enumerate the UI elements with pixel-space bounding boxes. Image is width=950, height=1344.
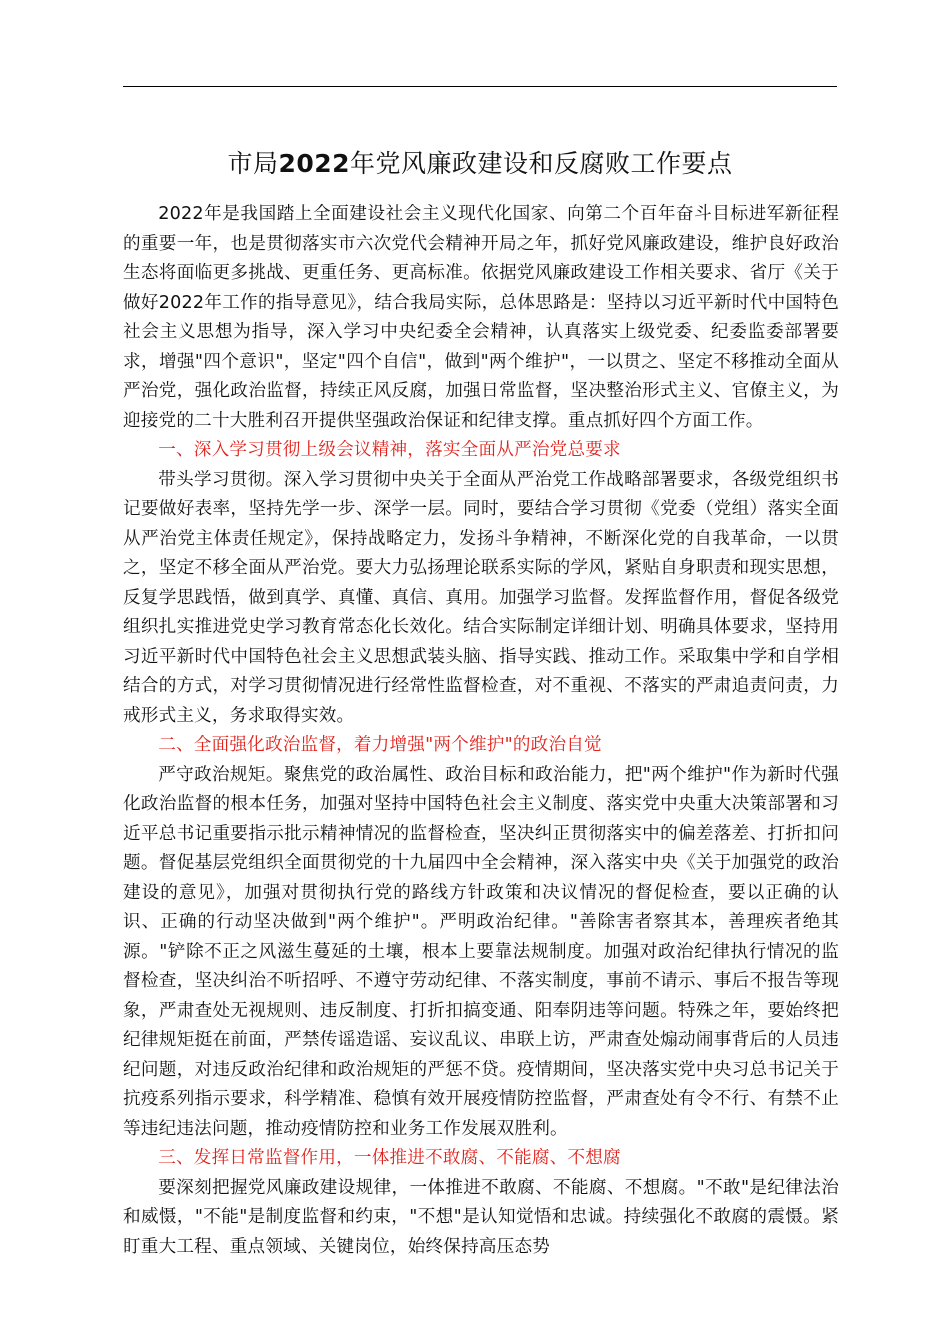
intro-paragraph: 2022年是我国踏上全面建设社会主义现代化国家、向第二个百年奋斗目标进军新征程的重要一年，也是贯彻落实市六次党代会精神开局之年，抓好党风廉政建设，维护良好政治生态将面临更多挑战、更重任务、更高标准。依据党风廉政建设工作相关要求、省厅《关于做好2022年工作的指导意见》，结合我局实际，总体思路是：坚持以习近平新时代中国特色社会主义思想为指导，深入学习中央纪委全会精神，认真落实上级党委、纪委监委部署要求，增强"四个意识"，坚定"四个自信"，做到"两个维护"，一以贯之、坚定不移推动全面从严治党，强化政治监督，持续正风反腐，加强日常监督，坚决整治形式主义、官僚主义，为迎接党的二十大胜利召开提供坚强政治保证和纪律支撑。重点抓好四个方面工作。 (123, 204, 839, 431)
section-3-heading: 三、发挥日常监督作用，一体推进不敢腐、不能腐、不想腐 (158, 1148, 621, 1168)
page-title (123, 146, 837, 182)
header-rule (123, 86, 837, 87)
title-suffix: 年党风廉政建设和反腐败工作要点 (350, 149, 733, 178)
section-2-heading: 二、全面强化政治监督，着力增强"两个维护"的政治自觉 (158, 735, 602, 755)
section-1-heading: 一、深入学习贯彻上级会议精神，落实全面从严治党总要求 (158, 440, 621, 460)
document-body (123, 200, 839, 1262)
title-prefix: 市局 (227, 149, 279, 178)
section-3-body: 要深刻把握党风廉政建设规律，一体推进不敢腐、不能腐、不想腐。"不敢"是纪律法治和威慑，"不能"是制度监督和约束，"不想"是认知觉悟和忠诚。持续强化不敢腐的震慑。紧盯重大工程、重点领域、关键岗位，始终保持高压态势 (123, 1177, 839, 1257)
title-year: 2022 (278, 149, 351, 178)
section-1-body: 带头学习贯彻。深入学习贯彻中央关于全面从严治党工作战略部署要求，各级党组织书记要做好表率，坚持先学一步、深学一层。同时，要结合学习贯彻《党委（党组）落实全面从严治党主体责任规定》，保持战略定力，发扬斗争精神，不断深化党的自我革命，一以贯之，坚定不移全面从严治党。要大力弘扬理论联系实际的学风，紧贴自身职责和现实思想，反复学思践悟，做到真学、真懂、真信、真用。加强学习监督。发挥监督作用，督促各级党组织扎实推进党史学习教育常态化长效化。结合实际制定详细计划、明确具体要求，坚持用习近平新时代中国特色社会主义思想武装头脑、指导实践、推动工作。采取集中学和自学相结合的方式，对学习贯彻情况进行经常性监督检查，对不重视、不落实的严肃追责问责，力戒形式主义，务求取得实效。 (123, 469, 839, 726)
section-2-body: 严守政治规矩。聚焦党的政治属性、政治目标和政治能力，把"两个维护"作为新时代强化政治监督的根本任务，加强对坚持中国特色社会主义制度、落实党中央重大决策部署和习近平总书记重要指示批示精神情况的监督检查，坚决纠正贯彻落实中的偏差落差、打折扣问题。督促基层党组织全面贯彻党的十九届四中全会精神，深入落实中央《关于加强党的政治建设的意见》，加强对贯彻执行党的路线方针政策和决议情况的督促检查，要以正确的认识、正确的行动坚决做到"两个维护"。严明政治纪律。"善除害者察其本，善理疾者绝其源。"铲除不正之风滋生蔓延的土壤，根本上要靠法规制度。加强对政治纪律执行情况的监督检查，坚决纠治不听招呼、不遵守劳动纪律、不落实制度，事前不请示、事后不报告等现象，严肃查处无视规则、违反制度、打折扣搞变通、阳奉阴违等问题。特殊之年，要始终把纪律规矩挺在前面，严禁传谣造谣、妄议乱议、串联上访，严肃查处煽动闹事背后的人员违纪问题，对违反政治纪律和政治规矩的严惩不贷。疫情期间，坚决落实党中央习总书记关于抗疫系列指示要求，科学精准、稳慎有效开展疫情防控监督，严肃查处有令不行、有禁不止等违纪违法问题，推动疫情防控和业务工作发展双胜利。 (123, 764, 839, 1139)
